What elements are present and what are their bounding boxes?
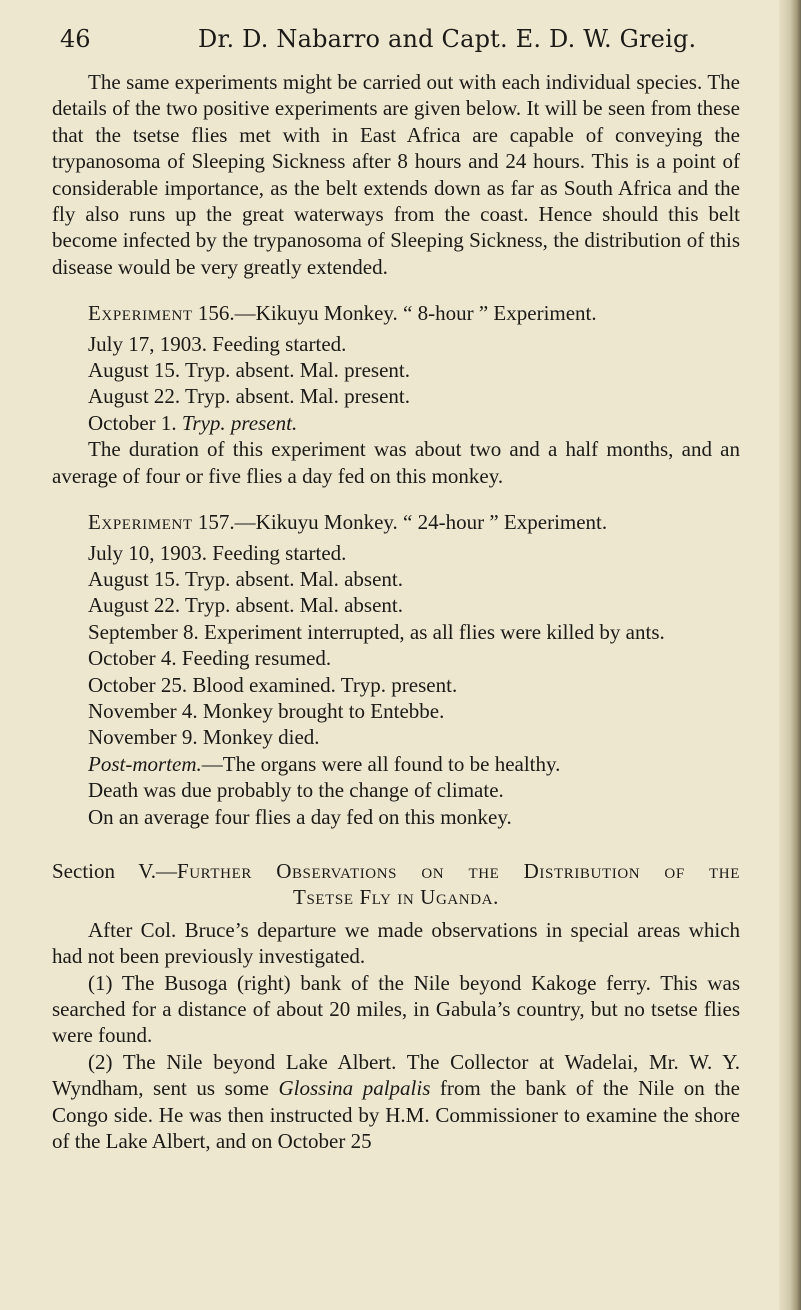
section-v-paragraph: After Col. Bruce’s departure we made observations in special areas which had not been previously investigated. bbox=[52, 917, 740, 969]
experiment-157-postmortem bbox=[52, 751, 740, 777]
experiment-157-entry: Death was due probably to the change of climate. bbox=[88, 778, 504, 803]
experiment-156-entry bbox=[52, 410, 740, 436]
experiment-157-entry: November 9. Monkey died. bbox=[88, 725, 320, 750]
para3-after: from the bank of the Nile on the Congo side. He was then instructed by H.M. Commissioner to examine the shore of the Lake Albert, and on October 25 bbox=[52, 1076, 741, 1154]
section-v-heading bbox=[52, 858, 740, 911]
experiment-156-entry: August 15. Tryp. absent. Mal. present. bbox=[88, 358, 410, 383]
experiment-156-october-result: Tryp. present. bbox=[181, 410, 298, 435]
experiment-156-label: Experiment bbox=[88, 301, 193, 326]
experiment-157-entry: November 4. Monkey brought to Entebbe. bbox=[88, 698, 445, 723]
experiment-156-title: 156.—Kikuyu Monkey. “ 8-hour ” Experiment. bbox=[192, 301, 597, 326]
experiment-156-entry: July 17, 1903. Feeding started. bbox=[88, 331, 347, 356]
experiment-156-heading bbox=[52, 300, 740, 326]
experiment-156-october-date: October 1. bbox=[88, 410, 182, 435]
experiment-157-entry: October 4. Feeding resumed. bbox=[88, 646, 332, 671]
page-number: 46 bbox=[60, 25, 91, 53]
section-v-paragraph: (1) The Busoga (right) bank of the Nile beyond Kakoge ferry. This was searched for a distance of about 20 miles, in Gabula’s country, but no tsetse flies were found. bbox=[52, 970, 740, 1048]
experiment-157-entry: July 10, 1903. Feeding started. bbox=[88, 540, 347, 565]
body-text bbox=[52, 69, 740, 1154]
experiment-157-september-note: September 8. Experiment interrupted, as all flies were killed by ants. bbox=[88, 619, 665, 644]
experiment-156 bbox=[52, 300, 740, 489]
page-header bbox=[52, 22, 732, 56]
experiment-156-summary: The duration of this experiment was about two and a half months, and an average of four or five flies a day fed on this monkey. bbox=[52, 437, 740, 488]
experiment-157-entry: On an average four flies a day fed on this monkey. bbox=[88, 804, 512, 829]
running-title: Dr. D. Nabarro and Capt. E. D. W. Greig. bbox=[198, 25, 697, 53]
experiment-157-heading bbox=[52, 509, 740, 535]
section-v-heading-line-1 bbox=[52, 858, 740, 884]
para3-before: (2) The Nile beyond Lake Albert. The Collector at Wadelai, Mr. W. Y. Wyndham, sent us some bbox=[52, 1049, 740, 1101]
section-v-title-1: Further Observations on the Distribution of the bbox=[176, 858, 740, 883]
section-v-paragraph-3 bbox=[52, 1049, 740, 1155]
page-edge-shadow bbox=[779, 0, 801, 1310]
section-v-heading-line-2: Tsetse Fly in Uganda. bbox=[293, 885, 499, 910]
experiment-157 bbox=[52, 509, 740, 830]
postmortem-label: Post-mortem. bbox=[88, 751, 202, 776]
postmortem-text: —The organs were all found to be healthy. bbox=[201, 751, 561, 776]
glossina-species: Glossina palpalis bbox=[278, 1076, 431, 1101]
experiment-157-title: 157.—Kikuyu Monkey. “ 24-hour ” Experiment. bbox=[192, 510, 608, 535]
experiment-157-entry: October 25. Blood examined. Tryp. present. bbox=[88, 672, 458, 697]
experiment-157-entry: August 15. Tryp. absent. Mal. absent. bbox=[88, 566, 403, 591]
section-v-prefix: Section V.— bbox=[52, 858, 177, 883]
intro-paragraph: The same experiments might be carried out with each individual species. The details of the two positive experiments are given below. It will be seen from these that the tsetse flies met with in East Africa are capable of conveying the trypanosoma of Sleeping Sickness after 8 hours and 24 hours. This is a point of considerable importance, as the belt extends down as far as South Africa and the fly also runs up the great waterways from the coast. Hence should this belt become infected by the trypanosoma of Sleeping Sickness, the distribution of this disease would be very greatly extended. bbox=[52, 70, 740, 279]
experiment-157-label: Experiment bbox=[88, 510, 193, 535]
experiment-156-entry: August 22. Tryp. absent. Mal. present. bbox=[88, 384, 410, 409]
experiment-157-entry: August 22. Tryp. absent. Mal. absent. bbox=[88, 593, 403, 618]
